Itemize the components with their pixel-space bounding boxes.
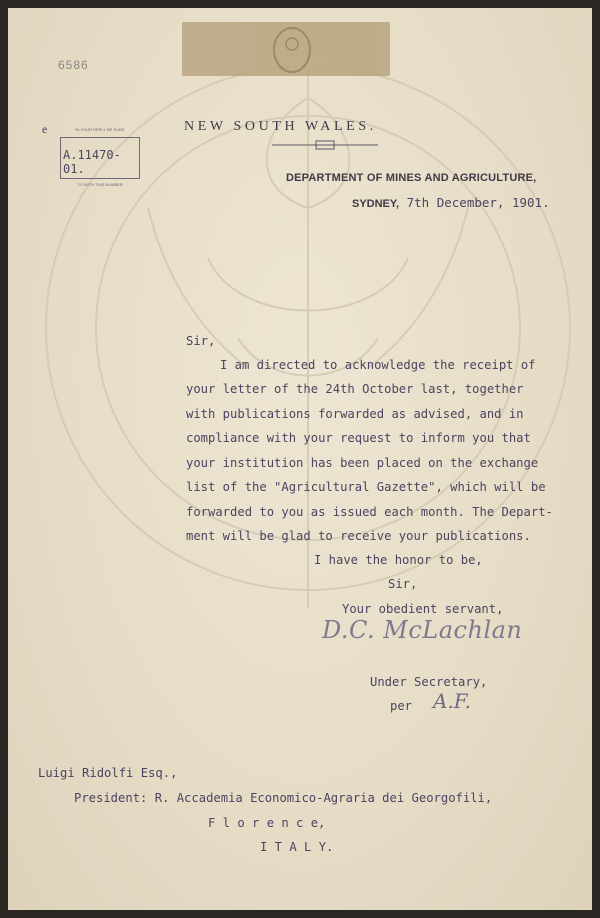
letter-date [352, 195, 550, 210]
body-line: forwarded to you as issued each month. The Depart- [186, 505, 553, 519]
city-name: SYDNEY, [352, 198, 400, 210]
handwritten-signature: D.C. McLachlan [322, 616, 523, 644]
reference-mark: e [42, 122, 48, 136]
body-line: with publications forwarded as advised, and in [186, 407, 524, 421]
body-line: your letter of the 24th October last, together [186, 382, 524, 396]
reference-box [60, 127, 140, 187]
addressee-name: Luigi Ridolfi Esq., [38, 766, 178, 780]
addressee-city: F l o r e n c e, [208, 816, 326, 830]
closing-line: Your obedient servant, [342, 602, 504, 616]
handwritten-initials: A.F. [433, 689, 471, 713]
salutation: Sir, [186, 334, 216, 348]
body-line: your institution has been placed on the exchange [186, 456, 539, 470]
letter-sheet [8, 8, 592, 910]
body-line: compliance with your request to inform you that [186, 431, 531, 445]
body-line: ment will be glad to receive your publications. [186, 529, 531, 543]
addressee-country: I T A L Y. [260, 840, 334, 854]
stamp-crest-icon [182, 22, 390, 76]
per-label: per [390, 699, 413, 713]
addressee-position: President: R. Accademia Economico-Agraria dei Georgofili, [74, 791, 493, 805]
body-line: list of the "Agricultural Gazette", which will be [186, 480, 546, 494]
closing-line: Sir, [388, 577, 418, 591]
signatory-title: Under Secretary, [370, 675, 488, 689]
revenue-stamp [182, 22, 390, 76]
reference-number: A.11470-01. [63, 148, 121, 176]
ornament-rule-icon [270, 139, 380, 151]
archive-number: 6586 [58, 58, 89, 72]
department-name: DEPARTMENT OF MINES AND AGRICULTURE, [286, 172, 537, 184]
body-line: I am directed to acknowledge the receipt of [220, 358, 536, 372]
closing-line: I have the honor to be, [314, 553, 483, 567]
reference-top-label: IN YOUR REPLY BE SURE [75, 127, 125, 132]
letterhead-state: NEW SOUTH WALES. [184, 119, 377, 134]
reference-bottom-label: TO WITH THIS NUMBER [77, 182, 123, 187]
date-text: 7th December, 1901. [406, 195, 550, 210]
